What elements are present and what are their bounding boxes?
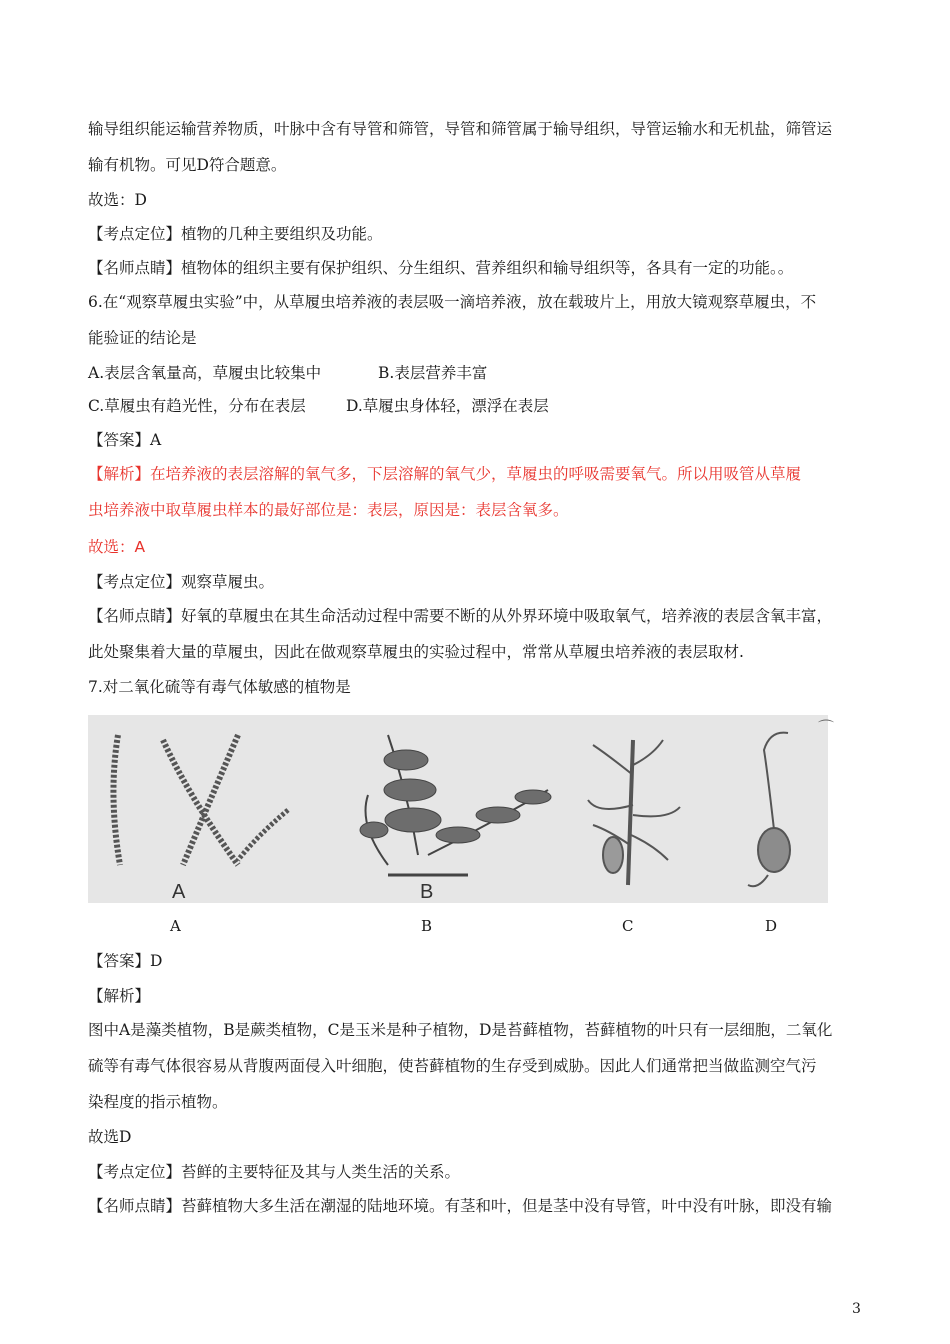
caption-a: A <box>170 917 181 935</box>
option-a: A.表层含氧量高，草履虫比较集中 <box>88 364 322 382</box>
svg-text:⌒: ⌒ <box>818 720 835 737</box>
text-line: 故选：D <box>88 191 147 209</box>
text-line: 能验证的结论是 <box>88 329 197 347</box>
figure-label-b: B <box>420 881 434 903</box>
page-number: 3 <box>852 1301 861 1317</box>
answer-choice: 故选：A <box>88 538 146 556</box>
algae-drawing <box>113 735 288 865</box>
figure-label-a: A <box>172 881 186 903</box>
option-b: B.表层营养丰富 <box>378 364 488 382</box>
plant-figure <box>88 715 835 903</box>
text-line: 【考点定位】植物的几种主要组织及功能。 <box>88 225 383 243</box>
fern-drawing <box>360 735 551 875</box>
analysis-text: 【解析】在培养液的表层溶解的氧气多，下层溶解的氧气少，草履虫的呼吸需要氧气。所以用吸管从草履 <box>88 465 802 483</box>
text-line: 此处聚集着大量的草履虫，因此在做观察草履虫的实验过程中，常常从草履虫培养液的表层取材. <box>88 643 744 661</box>
caption-d: D <box>765 917 778 935</box>
question-6: 6.在“观察草履虫实验”中，从草履虫培养液的表层吸一滴培养液，放在载玻片上，用放大镜观察草履虫，不 <box>88 293 817 311</box>
option-c: C.草履虫有趋光性，分布在表层 <box>88 397 306 415</box>
caption-c: C <box>622 917 634 935</box>
text-line: 【名师点睛】好氧的草履虫在其生命活动过程中需要不断的从外界环境中吸取氧气，培养液的表层含氧丰富， <box>88 607 833 625</box>
text-line: 【考点定位】观察草履虫。 <box>88 573 275 591</box>
moss-drawing <box>748 733 790 887</box>
text-line: 硫等有毒气体很容易从背腹两面侵入叶细胞，使苔藓植物的生存受到威胁。因此人们通常把当做监测空气污 <box>88 1057 817 1075</box>
text-line: 图中A是藻类植物，B是蕨类植物，C是玉米是种子植物，D是苔藓植物，苔藓植物的叶只有一层细胞，二氧化 <box>88 1021 833 1039</box>
text-line: 输有机物。可见D符合题意。 <box>88 156 287 174</box>
text-line: 【名师点睛】植物体的组织主要有保护组织、分生组织、营养组织和输导组织等，各具有一定的功能。。 <box>88 259 794 277</box>
text-line: 【考点定位】苔鲜的主要特征及其与人类生活的关系。 <box>88 1163 461 1181</box>
text-line: 染程度的指示植物。 <box>88 1093 228 1111</box>
text-line: 【名师点睛】苔藓植物大多生活在潮湿的陆地环境。有茎和叶，但是茎中没有导管，叶中没有叶脉，即没有输 <box>88 1197 833 1215</box>
corn-drawing <box>588 740 680 885</box>
caption-b: B <box>421 917 433 935</box>
question-7: 7.对二氧化硫等有毒气体敏感的植物是 <box>88 678 351 696</box>
text-line: 输导组织能运输营养物质，叶脉中含有导管和筛管，导管和筛管属于输导组织，导管运输水和无机盐，筛管运 <box>88 120 833 138</box>
plant-illustration <box>88 715 835 903</box>
answer-label: 【答案】A <box>88 431 162 449</box>
analysis-label: 【解析】 <box>88 987 151 1005</box>
text-line: 故选D <box>88 1128 132 1146</box>
analysis-text: 虫培养液中取草履虫样本的最好部位是：表层，原因是：表层含氧多。 <box>88 501 569 519</box>
option-d: D.草履虫身体轻，漂浮在表层 <box>346 397 549 415</box>
answer-label: 【答案】D <box>88 952 163 970</box>
